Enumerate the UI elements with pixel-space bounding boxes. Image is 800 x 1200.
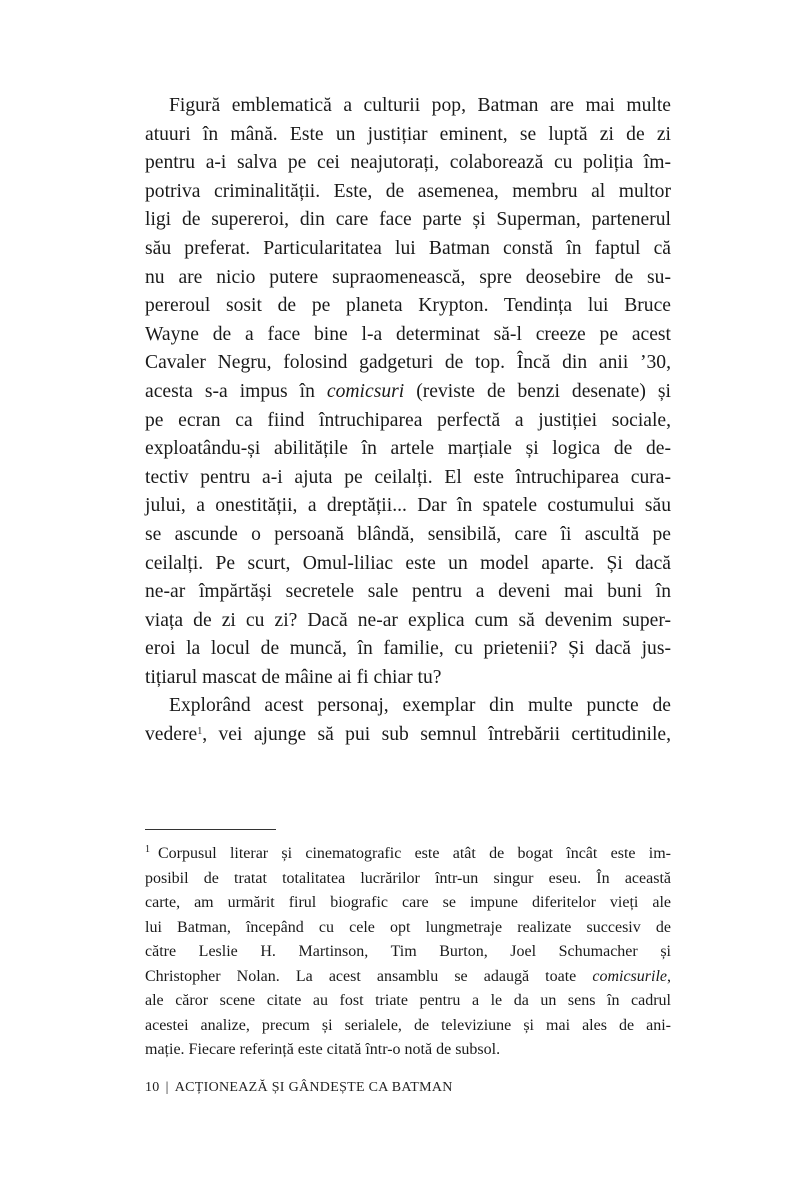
footnote-1 — [145, 842, 671, 1063]
text-line: eroi la locul de muncă, în familie, cu prietenii? Și dacă jus- — [145, 638, 671, 660]
page-number: 10 — [145, 1080, 160, 1095]
footnote-line: lui Batman, începând cu cele opt lungmetraje realizate succesiv de — [145, 918, 671, 936]
footer-separator: | — [165, 1080, 169, 1095]
footnote-line: către Leslie H. Martinson, Tim Burton, Joel Schumacher și — [145, 943, 671, 960]
footnote-line: Christopher Nolan. La acest ansamblu se adaugă toate comicsurile, — [145, 967, 671, 985]
text-line: tectiv pentru a-i ajuta pe ceilalți. El este întruchiparea cura- — [145, 466, 671, 488]
text-line: Cavaler Negru, folosind gadgeturi de top. Încă din anii ’30, — [145, 352, 671, 374]
text-line: ligi de supereroi, din care face parte și Superman, partenerul — [145, 209, 671, 231]
text-line: se ascunde o persoană blândă, sensibilă, care îi ascultă pe — [145, 523, 671, 545]
footnote-marker: 1 — [145, 844, 150, 855]
text-line: pentru a-i salva pe cei neajutorați, colaborează cu poliția îm- — [145, 152, 671, 174]
footnote-line: mație. Fiecare referință este citată într-o notă de subsol. — [145, 1041, 501, 1058]
footnote-line: $^1$ Corpusul literar și cinematografic este atât de bogat încât este im- — [145, 844, 671, 862]
italic-term: comicsuri — [326, 380, 405, 402]
footnote-line: carte, am urmărit firul biografic care se impune diferitelor vieți ale — [145, 894, 671, 911]
footnote-line: posibil de tratat totalitatea lucrărilor într-un singur eseu. În această — [145, 869, 671, 887]
text-line: exploatându-și abilitățile în artele marțiale și logica de de- — [145, 438, 671, 460]
main-text — [145, 92, 671, 750]
page-footer — [145, 1080, 453, 1096]
paragraph-2 — [145, 692, 671, 749]
text-line: Figură emblematică a culturii pop, Batman are mai multe — [169, 95, 671, 116]
text-line: ceilalți. Pe scurt, Omul-liliac este un model aparte. Și dacă — [145, 552, 671, 574]
text-line: Wayne de a face bine l-a determinat să-l creeze pe acest — [145, 323, 671, 345]
running-title: ACȚIONEAZĂ ȘI GÂNDEȘTE CA BATMAN — [174, 1080, 453, 1095]
text-line: jului, a onestității, a dreptății... Dar în spatele costumului său — [145, 495, 671, 517]
italic-term: comicsurile — [592, 967, 667, 985]
footnote-line: acestei analize, precum și serialele, de televiziune și mai ales de ani- — [145, 1016, 671, 1034]
text-line: acesta s-a impus în comicsuri (reviste de benzi desenate) și — [145, 380, 671, 402]
text-line: vedere$^1$, vei ajunge să pui sub semnul întrebării certitudinile, — [145, 724, 671, 746]
text-line: pereroul sosit de pe planeta Krypton. Tendința lui Bruce — [145, 295, 671, 317]
footnote-line: ale căror scene citate au fost triate pentru a le da un sens în cadrul — [145, 992, 671, 1009]
text-line: atuuri în mână. Este un justițiar eminent, se luptă zi de zi — [145, 123, 671, 145]
footnote-reference[interactable]: 1 — [197, 726, 203, 738]
text-line: ne-ar împărtăși secretele sale pentru a deveni mai buni în — [145, 581, 671, 603]
text-line: viața de zi cu zi? Dacă ne-ar explica cum să devenim super- — [145, 609, 671, 631]
footnote-divider — [145, 829, 276, 830]
paragraph-1 — [145, 92, 671, 692]
text-line: potriva criminalității. Este, de asemenea, membru al multor — [145, 180, 671, 202]
text-line: pe ecran ca fiind întruchiparea perfectă a justiției sociale, — [145, 409, 671, 431]
footnote-body — [145, 842, 671, 1063]
text-line: Explorând acest personaj, exemplar din multe puncte de — [169, 695, 671, 717]
text-line: nu are nicio putere supraomenească, spre deosebire de su- — [145, 266, 671, 288]
text-line: său preferat. Particularitatea lui Batman constă în faptul că — [145, 237, 671, 259]
text-line: tițiarul mascat de mâine ai fi chiar tu? — [145, 666, 442, 688]
